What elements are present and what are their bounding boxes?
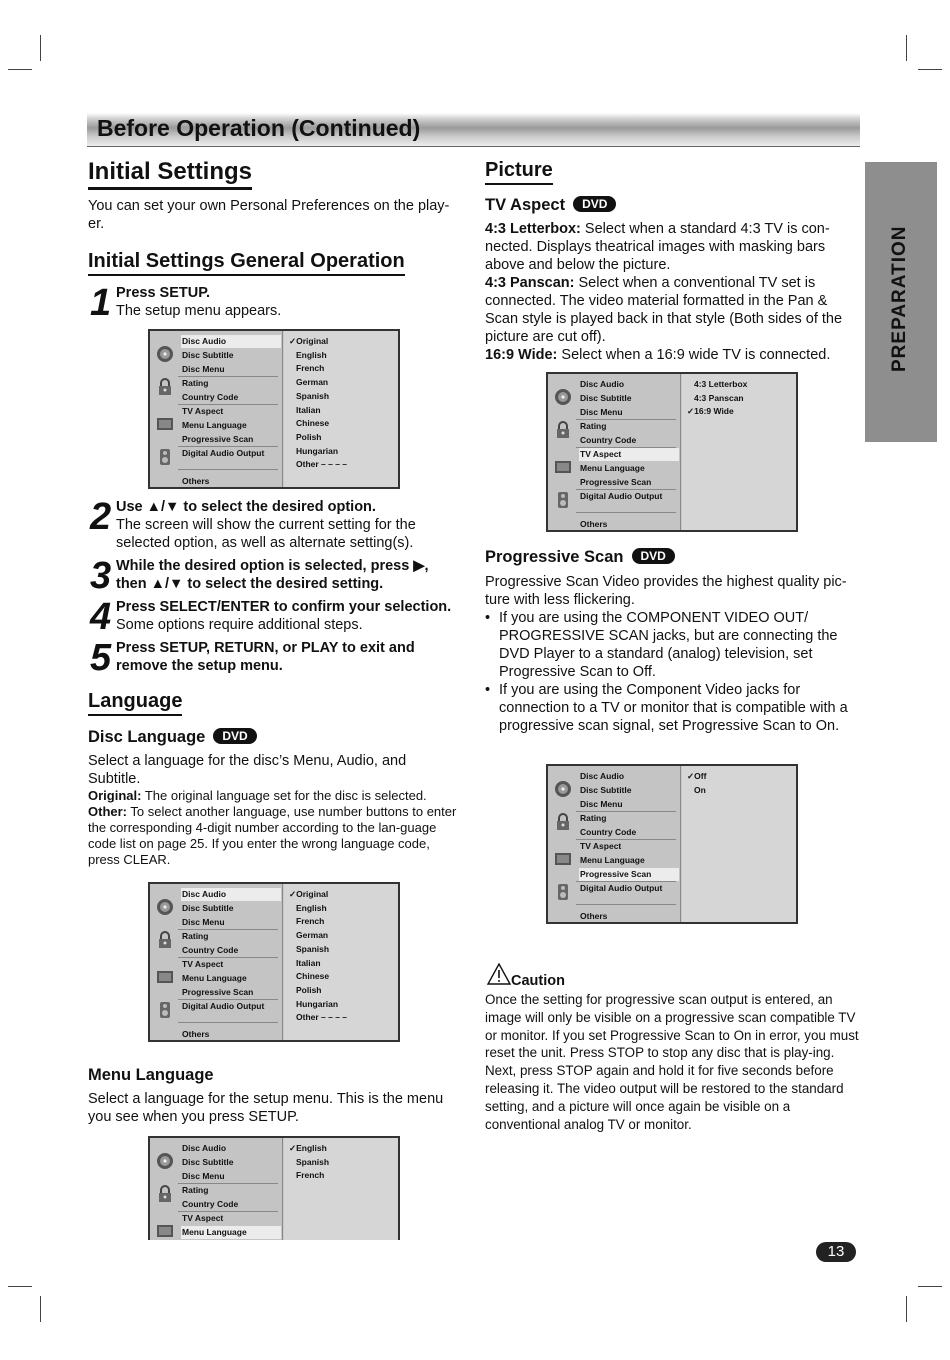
menu-option: Italian bbox=[296, 404, 321, 415]
menu-item: Disc Subtitle bbox=[580, 785, 632, 795]
menu-language-menu-screen bbox=[148, 1136, 400, 1240]
bullet-item: • If you are using the Component Video jacks for connection to a TV or monitor that is compatible with a progressive scan signal, set Progressive Scan to On. bbox=[485, 681, 855, 735]
menu-item: Menu Language bbox=[580, 463, 645, 473]
menu-divider bbox=[576, 904, 676, 905]
menu-item: Menu Language bbox=[580, 855, 645, 865]
step-text: The screen will show the current setting for the selected option, as well as alternate setting(s). bbox=[116, 517, 416, 551]
menu-options bbox=[284, 331, 398, 487]
speaker-icon bbox=[156, 1001, 174, 1019]
menu-item: Disc Menu bbox=[182, 364, 225, 374]
tv-icon bbox=[554, 850, 572, 868]
menu-item: Progressive Scan bbox=[579, 868, 679, 881]
caution-heading: Caution bbox=[511, 973, 565, 989]
menu-divider bbox=[178, 999, 278, 1000]
setup-menu-screen bbox=[148, 329, 400, 489]
step-title: Press SELECT/ENTER to confirm your selection. bbox=[116, 599, 452, 615]
menu-option: ✓16:9 Wide bbox=[687, 406, 734, 417]
step-2 bbox=[116, 498, 461, 552]
menu-divider bbox=[178, 376, 278, 377]
menu-option: Hungarian bbox=[296, 445, 339, 456]
menu-item: Menu Language bbox=[181, 1226, 281, 1239]
menu-item: Disc Audio bbox=[580, 379, 625, 389]
menu-item: Digital Audio Output bbox=[580, 491, 663, 501]
step-number: 5 bbox=[90, 637, 112, 679]
tv-icon bbox=[554, 458, 572, 476]
disc-language-text: Select a language for the disc’s Menu, Audio, and Subtitle. bbox=[88, 753, 407, 787]
progressive-text: Progressive Scan Video provides the highest quality pic-ture with less flickering. bbox=[485, 574, 847, 608]
menu-item: TV Aspect bbox=[580, 841, 622, 851]
menu-item: TV Aspect bbox=[579, 448, 679, 461]
crop-mark bbox=[40, 35, 41, 61]
menu-option: Polish bbox=[296, 984, 322, 995]
crop-mark bbox=[906, 35, 907, 61]
step-text: The setup menu appears. bbox=[116, 303, 282, 319]
speaker-icon bbox=[554, 883, 572, 901]
progressive-heading: Progressive Scan DVD bbox=[485, 548, 675, 567]
menu-categories bbox=[150, 331, 283, 487]
disc-language-original: Original: The original language set for the disc is selected. Other: To select another language, use number buttons to enter the corresponding 4-digit number according to the lan-guage code list on page 25. If you enter the wrong language code, press CLEAR. bbox=[88, 788, 457, 867]
menu-item: Disc Menu bbox=[580, 799, 623, 809]
warning-icon bbox=[487, 963, 511, 990]
menu-option: Other – – – – bbox=[296, 1012, 348, 1023]
page-number: 13 bbox=[816, 1242, 856, 1262]
menu-item: Country Code bbox=[580, 827, 637, 837]
menu-item: Disc Subtitle bbox=[580, 393, 632, 403]
menu-item: Disc Subtitle bbox=[182, 903, 234, 913]
menu-item: Digital Audio Output bbox=[182, 448, 265, 458]
disc-icon bbox=[156, 898, 174, 916]
menu-divider bbox=[576, 839, 676, 840]
page-title: Initial Settings bbox=[88, 158, 252, 190]
menu-option: French bbox=[296, 1170, 325, 1181]
tv-icon bbox=[156, 415, 174, 433]
menu-item: Disc Subtitle bbox=[182, 350, 234, 360]
menu-item: Country Code bbox=[182, 945, 239, 955]
language-heading: Language bbox=[88, 690, 182, 716]
disc-icon bbox=[554, 388, 572, 406]
step-title: While the desired option is selected, press ▶, then ▲/▼ to select the desired setting. bbox=[116, 558, 429, 592]
menu-divider bbox=[178, 1022, 278, 1023]
disc-language-heading: Disc Language DVD bbox=[88, 728, 257, 747]
step-1 bbox=[116, 284, 461, 320]
menu-language-text: Select a language for the setup menu. This is the menu you see when you press SETUP. bbox=[88, 1091, 444, 1125]
step-title: Use ▲/▼ to select the desired option. bbox=[116, 499, 376, 515]
menu-divider bbox=[576, 419, 676, 420]
menu-item: Others bbox=[580, 519, 608, 529]
menu-options bbox=[682, 374, 796, 530]
side-tab bbox=[865, 162, 937, 442]
step-number: 1 bbox=[90, 282, 112, 324]
lock-icon bbox=[554, 421, 572, 439]
menu-item: Rating bbox=[580, 813, 607, 823]
side-tab-label: PREPARATION bbox=[889, 225, 910, 372]
picture-heading: Picture bbox=[485, 159, 553, 185]
menu-divider bbox=[178, 1211, 278, 1212]
step-number: 4 bbox=[90, 596, 112, 638]
caution-text: Once the setting for progressive scan output is entered, an image will only be visible on a progressive scan compatible TV or monitor. If you set Progressive Scan to On in error, you must reset the unit. Press STOP to stop any disc that is play-ing. Next, press STOP again and hold it for five seconds before releasing it. The video output will be restored to the standard setting, and a picture will once again be visible on a conventional analog TV or monitor. bbox=[485, 992, 859, 1132]
menu-option: Spanish bbox=[296, 943, 330, 954]
lock-icon bbox=[156, 1185, 174, 1203]
menu-item: Country Code bbox=[182, 392, 239, 402]
menu-item: Rating bbox=[580, 421, 607, 431]
speaker-icon bbox=[554, 491, 572, 509]
menu-option: Spanish bbox=[296, 1156, 330, 1167]
menu-option: English bbox=[296, 902, 327, 913]
step-text: Some options require additional steps. bbox=[116, 617, 363, 633]
crop-mark bbox=[8, 69, 32, 70]
menu-item: Others bbox=[580, 911, 608, 921]
menu-language-heading: Menu Language bbox=[88, 1066, 214, 1084]
menu-item: Rating bbox=[182, 931, 209, 941]
tv-aspect-text: 4:3 Letterbox: Select when a standard 4:3 TV is con-nected. Displays theatrical images with masking bars above and below the picture. 4:3 Panscan: Select when a conventional TV set is connected. The video material formatted in the Pan & Scan style is played back in that style (Both sides of the picture are cut off). 16:9 Wide: Select when a 16:9 wide TV is connected. bbox=[485, 221, 843, 363]
lock-icon bbox=[156, 931, 174, 949]
menu-option: Spanish bbox=[296, 390, 330, 401]
menu-categories bbox=[150, 884, 283, 1040]
menu-option: ✓English bbox=[289, 1143, 327, 1153]
menu-item: Progressive Scan bbox=[580, 477, 652, 487]
menu-item: Disc Menu bbox=[580, 407, 623, 417]
menu-option: On bbox=[694, 784, 706, 795]
menu-item: Country Code bbox=[182, 1199, 239, 1209]
menu-divider bbox=[178, 446, 278, 447]
menu-item: Disc Menu bbox=[182, 1171, 225, 1181]
step-3 bbox=[116, 557, 461, 593]
crop-mark bbox=[906, 1296, 907, 1322]
crop-mark bbox=[8, 1286, 32, 1287]
step-title: Press SETUP. bbox=[116, 285, 211, 301]
menu-option: German bbox=[296, 377, 329, 388]
menu-divider bbox=[178, 1183, 278, 1184]
menu-item: Menu Language bbox=[182, 973, 247, 983]
menu-item: Disc Audio bbox=[181, 888, 281, 901]
step-number: 3 bbox=[90, 555, 112, 597]
menu-item: Menu Language bbox=[182, 420, 247, 430]
tv-icon bbox=[156, 1222, 174, 1240]
tv-aspect-menu-screen bbox=[546, 372, 798, 532]
crop-mark bbox=[918, 69, 942, 70]
dvd-badge: DVD bbox=[213, 728, 256, 744]
menu-option: French bbox=[296, 916, 325, 927]
menu-item: Disc Subtitle bbox=[182, 1157, 234, 1167]
menu-categories bbox=[150, 1138, 283, 1240]
menu-item: Digital Audio Output bbox=[182, 1001, 265, 1011]
menu-option: ✓Original bbox=[289, 889, 329, 899]
menu-item: Country Code bbox=[580, 435, 637, 445]
menu-item: Progressive Scan bbox=[182, 434, 254, 444]
menu-option: Polish bbox=[296, 431, 322, 442]
menu-item: Others bbox=[182, 1029, 210, 1039]
menu-categories bbox=[548, 374, 681, 530]
step-5 bbox=[116, 639, 461, 675]
menu-divider bbox=[576, 512, 676, 513]
disc-icon bbox=[554, 780, 572, 798]
menu-option: French bbox=[296, 363, 325, 374]
menu-item: TV Aspect bbox=[182, 406, 224, 416]
menu-option: ✓Off bbox=[687, 771, 707, 781]
menu-option: 4:3 Panscan bbox=[694, 392, 744, 403]
disc-icon bbox=[156, 1152, 174, 1170]
menu-option: German bbox=[296, 930, 329, 941]
banner-title: Before Operation (Continued) bbox=[97, 115, 421, 141]
bullet-item: • If you are using the COMPONENT VIDEO OUT/ PROGRESSIVE SCAN jacks, but are connecting the DVD Player to a standard (analog) television, set Progressive Scan to Off. bbox=[485, 609, 855, 681]
menu-item: Disc Audio bbox=[182, 1143, 227, 1153]
section-banner bbox=[87, 113, 860, 147]
dvd-badge: DVD bbox=[632, 548, 675, 564]
menu-categories bbox=[548, 766, 681, 922]
menu-option: English bbox=[296, 349, 327, 360]
progressive-menu-screen bbox=[546, 764, 798, 924]
menu-item: TV Aspect bbox=[182, 959, 224, 969]
menu-option: ✓Original bbox=[289, 336, 329, 346]
menu-divider bbox=[178, 957, 278, 958]
menu-divider bbox=[576, 489, 676, 490]
menu-divider bbox=[576, 447, 676, 448]
tv-aspect-heading: TV Aspect DVD bbox=[485, 196, 616, 215]
menu-item: Rating bbox=[182, 1185, 209, 1195]
menu-item: Disc Audio bbox=[580, 771, 625, 781]
disc-language-menu-screen bbox=[148, 882, 400, 1042]
menu-option: Italian bbox=[296, 957, 321, 968]
menu-item: Rating bbox=[182, 378, 209, 388]
menu-divider bbox=[178, 469, 278, 470]
menu-options bbox=[682, 766, 796, 922]
menu-option: 4:3 Letterbox bbox=[694, 379, 748, 389]
general-operation-heading: Initial Settings General Operation bbox=[88, 250, 405, 276]
menu-item: Disc Menu bbox=[182, 917, 225, 927]
lock-icon bbox=[554, 813, 572, 831]
menu-item: Disc Audio bbox=[181, 335, 281, 348]
intro-text: You can set your own Personal Preferences on the play-er. bbox=[88, 198, 450, 232]
lock-icon bbox=[156, 378, 174, 396]
crop-mark bbox=[40, 1296, 41, 1322]
step-number: 2 bbox=[90, 496, 112, 538]
menu-item: Digital Audio Output bbox=[580, 883, 663, 893]
step-title: Press SETUP, RETURN, or PLAY to exit and remove the setup menu. bbox=[116, 640, 415, 674]
menu-options bbox=[284, 1138, 398, 1240]
dvd-badge: DVD bbox=[573, 196, 616, 212]
speaker-icon bbox=[156, 448, 174, 466]
menu-divider bbox=[576, 881, 676, 882]
menu-option: Hungarian bbox=[296, 998, 339, 1009]
menu-item: Progressive Scan bbox=[182, 987, 254, 997]
menu-item: Others bbox=[182, 476, 210, 486]
menu-option: Chinese bbox=[296, 971, 330, 982]
menu-divider bbox=[178, 404, 278, 405]
tv-icon bbox=[156, 968, 174, 986]
menu-option: Chinese bbox=[296, 418, 330, 429]
step-4 bbox=[116, 598, 461, 634]
menu-divider bbox=[576, 811, 676, 812]
menu-divider bbox=[178, 929, 278, 930]
disc-icon bbox=[156, 345, 174, 363]
menu-options bbox=[284, 884, 398, 1040]
progressive-bullets bbox=[485, 609, 855, 735]
crop-mark bbox=[918, 1286, 942, 1287]
menu-option: Other – – – – bbox=[296, 459, 348, 470]
menu-item: TV Aspect bbox=[182, 1213, 224, 1223]
